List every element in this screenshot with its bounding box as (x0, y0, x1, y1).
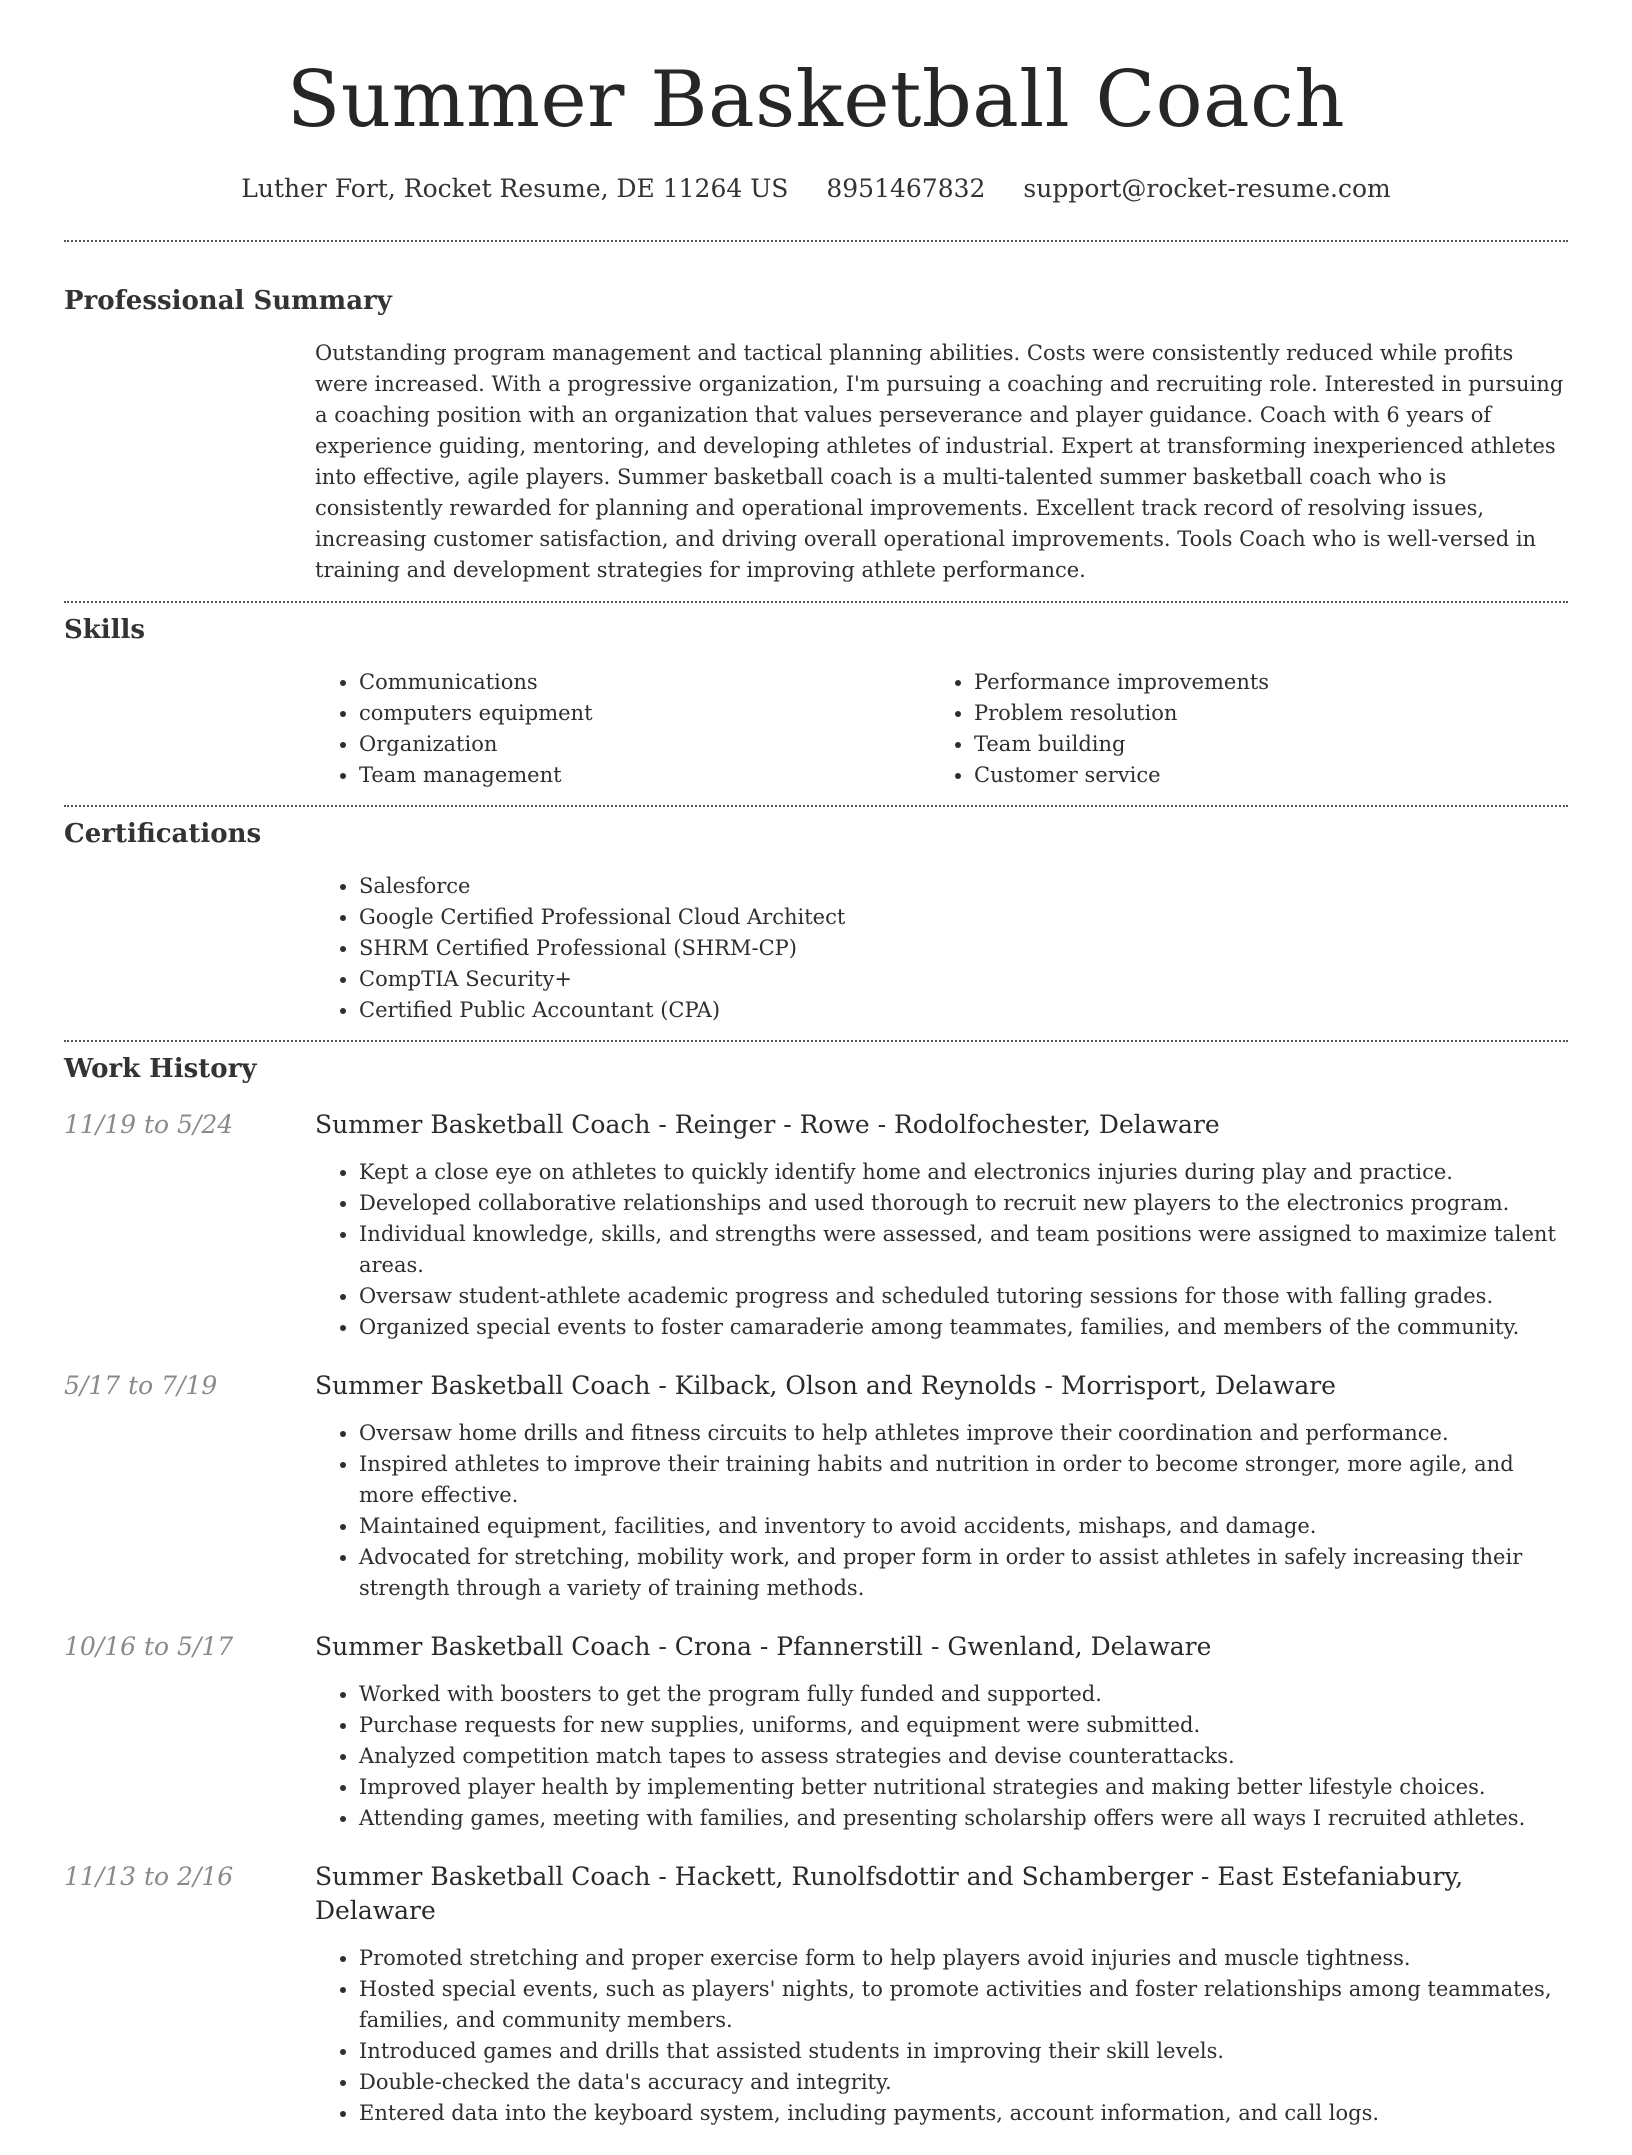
job-bullet: • Oversaw home drills and fitness circuits to help athletes improve their coordination and performance. (359, 1418, 1568, 1449)
certification-item: • SHRM Certified Professional (SHRM-CP) (359, 933, 1568, 964)
candidate-name: Summer Basketball Coach (286, 55, 1346, 145)
skill-item: • Organization (359, 729, 930, 760)
job-entry (64, 1108, 1568, 1343)
certification-item: • Certified Public Accountant (CPA) (359, 995, 1568, 1026)
job-title: Summer Basketball Coach - Crona - Pfannerstill - Gwenland, Delaware (315, 1632, 1212, 1661)
skills-column-left (315, 667, 930, 791)
contact-line (64, 172, 1568, 206)
section-divider (64, 805, 1568, 807)
skill-item: • Team building (974, 729, 1545, 760)
certification-item: • Google Certified Professional Cloud Architect (359, 902, 1568, 933)
job-bullet: • Purchase requests for new supplies, uniforms, and equipment were submitted. (359, 1710, 1568, 1741)
job-bullet: • Inspired athletes to improve their training habits and nutrition in order to become stronger, more agile, and more effective. (359, 1449, 1568, 1511)
certification-item: • Salesforce (359, 871, 1568, 902)
job-date: 11/19 to 5/24 (64, 1110, 234, 1139)
skill-item: • computers equipment (359, 698, 930, 729)
job-bullet: • Worked with boosters to get the program fully funded and supported. (359, 1679, 1568, 1710)
contact-phone: 8951467832 (826, 174, 986, 203)
section-divider (64, 601, 1568, 603)
job-bullet: • Oversaw student-athlete academic progress and scheduled tutoring sessions for those with falling grades. (359, 1281, 1568, 1312)
skills-column-right (930, 667, 1545, 791)
certifications-heading: Certifications (64, 819, 262, 849)
job-bullets (315, 1679, 1568, 1834)
job-bullets (315, 1157, 1568, 1343)
summary-heading: Professional Summary (64, 286, 392, 316)
job-bullet: • Individual knowledge, skills, and strengths were assessed, and team positions were assigned to maximize talent areas. (359, 1219, 1568, 1281)
contact-email: support@rocket-resume.com (1023, 174, 1391, 203)
skills-list (315, 667, 1568, 791)
work-history-list (64, 1108, 1568, 2129)
job-date: 10/16 to 5/17 (64, 1632, 234, 1661)
summary-body (315, 338, 1568, 586)
job-bullet: • Developed collaborative relationships and used thorough to recruit new players to the electronics program. (359, 1188, 1568, 1219)
job-bullet: • Organized special events to foster camaraderie among teammates, families, and members of the community. (359, 1312, 1568, 1343)
job-bullets (315, 1418, 1568, 1604)
job-bullet: • Improved player health by implementing better nutritional strategies and making better lifestyle choices. (359, 1772, 1568, 1803)
job-entry (64, 1860, 1568, 2129)
job-title: Summer Basketball Coach - Reinger - Rowe - Rodolfochester, Delaware (315, 1110, 1220, 1139)
job-bullet: • Introduced games and drills that assisted students in improving their skill levels. (359, 2036, 1568, 2067)
job-bullet: • Promoted stretching and proper exercise form to help players avoid injuries and muscle tightness. (359, 1943, 1568, 1974)
job-bullet: • Attending games, meeting with families, and presenting scholarship offers were all ways I recruited athletes. (359, 1803, 1568, 1834)
job-title: Summer Basketball Coach - Hackett, Runolfsdottir and Schamberger - East Estefaniabury, Delaware (315, 1862, 1464, 1925)
job-entry (64, 1369, 1568, 1604)
job-bullet: • Kept a close eye on athletes to quickly identify home and electronics injuries during play and practice. (359, 1157, 1568, 1188)
job-entry (64, 1630, 1568, 1834)
job-title: Summer Basketball Coach - Kilback, Olson and Reynolds - Morrisport, Delaware (315, 1371, 1336, 1400)
job-bullet: • Maintained equipment, facilities, and inventory to avoid accidents, mishaps, and damage. (359, 1511, 1568, 1542)
job-bullet: • Advocated for stretching, mobility work, and proper form in order to assist athletes in safely increasing their strength through a variety of training methods. (359, 1542, 1568, 1604)
job-bullet: • Analyzed competition match tapes to assess strategies and devise counterattacks. (359, 1741, 1568, 1772)
job-date: 5/17 to 7/19 (64, 1371, 218, 1400)
section-divider (64, 1040, 1568, 1042)
skills-heading: Skills (64, 615, 146, 645)
certifications-ul (315, 871, 1568, 1026)
skill-item: • Performance improvements (974, 667, 1545, 698)
job-date: 11/13 to 2/16 (64, 1862, 234, 1891)
certifications-list (315, 871, 1568, 1026)
job-bullet: • Double-checked the data's accuracy and integrity. (359, 2067, 1568, 2098)
skill-item: • Communications (359, 667, 930, 698)
section-divider (64, 240, 1568, 242)
skill-item: • Team management (359, 760, 930, 791)
skill-item: • Problem resolution (974, 698, 1545, 729)
job-bullet: • Entered data into the keyboard system, including payments, account information, and call logs. (359, 2098, 1568, 2129)
certification-item: • CompTIA Security+ (359, 964, 1568, 995)
contact-address: Luther Fort, Rocket Resume, DE 11264 US (241, 174, 789, 203)
summary-text: Outstanding program management and tactical planning abilities. Costs were consistently reduced while profits were increased. With a progressive organization, I'm pursuing a coaching and recruiting role. Interested in pursuing a coaching position with an organization that values perseverance and player guidance. Coach with 6 years of experience guiding, mentoring, and developing athletes of industrial. Expert at transforming inexperienced athletes into effective, agile players. Summer basketball coach is a multi-talented summer basketball coach who is consistently rewarded for planning and operational improvements. Excellent track record of resolving issues, increasing customer satisfaction, and driving overall operational improvements. Tools Coach who is well-versed in training and development strategies for improving athlete performance. (315, 341, 1564, 582)
job-bullets (315, 1943, 1568, 2129)
job-bullet: • Hosted special events, such as players' nights, to promote activities and foster relationships among teammates, families, and community members. (359, 1974, 1568, 2036)
resume-page (64, 0, 1568, 2155)
work-history-heading: Work History (64, 1054, 257, 1084)
skill-item: • Customer service (974, 760, 1545, 791)
